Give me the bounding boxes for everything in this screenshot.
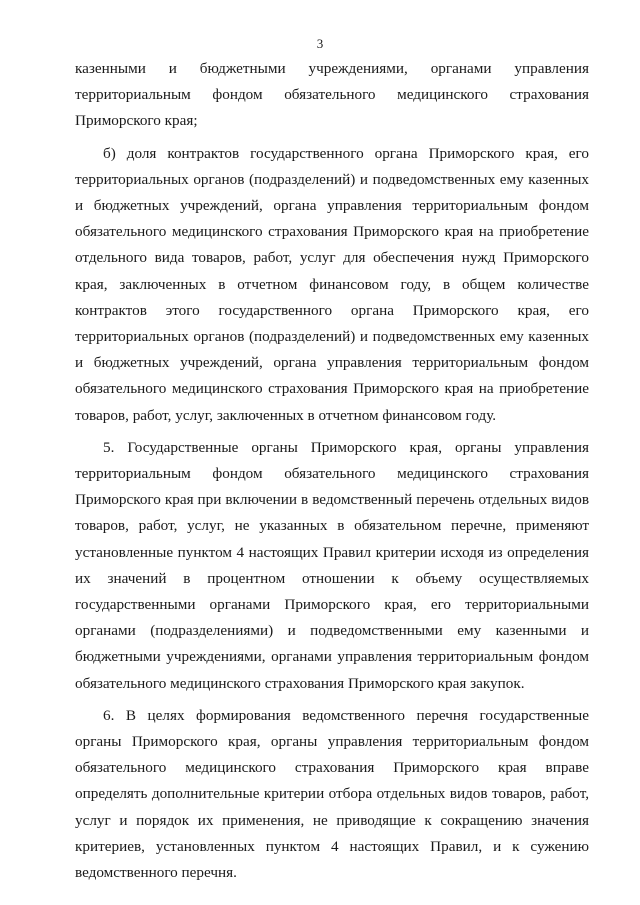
page-number: 3 bbox=[316, 36, 324, 51]
paragraph-continuation: казенными и бюджетными учреждениями, органами управления территориальным фондом обязательного медицинского страхования Приморского края; bbox=[75, 60, 589, 130]
paragraph-item-5: 5. Государственные органы Приморского края, органы управления территориальным фондом обязательного медицинского страхования Приморского края при включении в ведомственный перечень отдельных видов товаров, работ, услуг, не указанных в обязательном перечне, применяют установленные пунктом 4 настоящих Правил критерии исходя из определения их значений в процентном отношении к объему осуществляемых государственными органами Приморского края, его территориальными органами (подразделениями) и подведомственными ему казенными и бюджетными учреждениями, органами управления территориальным фондом обязательного медицинского страхования Приморского края закупок. bbox=[75, 438, 589, 692]
paragraph-item-6: 6. В целях формирования ведомственного перечня государственные органы Приморского края, органы управления территориальным фондом обязательного медицинского страхования Приморского края вправе определять дополнительные критерии отбора отдельных видов товаров, работ, услуг и порядок их применения, не приводящие к сокращению значения критериев, установленных пунктом 4 настоящих Правил, и к сужению ведомственного перечня. bbox=[75, 706, 589, 882]
document-body bbox=[75, 56, 589, 886]
paragraph-item-b: б) доля контрактов государственного органа Приморского края, его территориальных органов (подразделений) и подведомственных ему казенных и бюджетных учреждений, органа управления территориальным фондом обязательного медицинского страхования Приморского края на приобретение отдельного вида товаров, работ, услуг для обеспечения нужд Приморского края, заключенных в отчетном финансовом году, в общем количестве контрактов этого государственного органа Приморского края, его территориальных органов (подразделений) и подведомственных ему казенных и бюджетных учреждений, органа управления территориальным фондом обязательного медицинского страхования Приморского края на приобретение товаров, работ, услуг, заключенных в отчетном финансовом году. bbox=[75, 144, 589, 424]
